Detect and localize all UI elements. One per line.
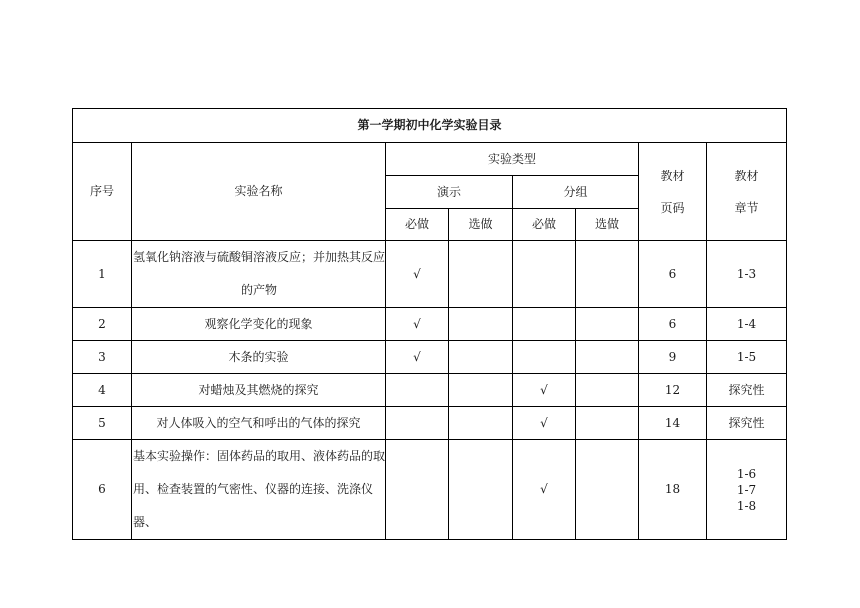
- table-row: [73, 407, 787, 440]
- header-page-line2: 页码: [660, 200, 685, 215]
- row-group-optional: [576, 407, 639, 440]
- header-chapter-line1: 教材: [734, 168, 759, 183]
- table-row: [73, 241, 787, 308]
- row-page: 12: [639, 374, 707, 407]
- experiment-catalog-table: [72, 108, 787, 540]
- row-name-line1: 基本实验操作：固体药品的取用、液体药品的取: [133, 449, 386, 463]
- header-chapter-line2: 章节: [734, 200, 759, 215]
- row-chapter: 1-5: [707, 341, 787, 374]
- row-demo-required: [386, 407, 449, 440]
- header-row-1: [73, 143, 787, 176]
- row-name: [132, 241, 386, 308]
- header-page-line1: 教材: [660, 168, 685, 183]
- row-group-optional: [576, 374, 639, 407]
- row-group-required: [513, 308, 576, 341]
- row-group-optional: [576, 440, 639, 540]
- row-name: 木条的实验: [132, 341, 386, 374]
- table-row: [73, 341, 787, 374]
- row-group-required: [513, 341, 576, 374]
- row-chapter: 探究性: [707, 407, 787, 440]
- row-group-optional: [576, 308, 639, 341]
- header-chapter: [707, 143, 787, 241]
- header-seq: 序号: [73, 143, 132, 241]
- row-group-required: √: [513, 440, 576, 540]
- header-demo-optional: 选做: [449, 209, 513, 241]
- row-group-required: √: [513, 374, 576, 407]
- row-chapter: 1-3: [707, 241, 787, 308]
- row-demo-required: √: [386, 241, 449, 308]
- row-chapter: 探究性: [707, 374, 787, 407]
- row-chapter-line3: 1-8: [736, 498, 757, 513]
- row-name: [132, 440, 386, 540]
- row-page: 6: [639, 308, 707, 341]
- row-seq: 3: [73, 341, 132, 374]
- header-group: 分组: [513, 176, 639, 209]
- row-name-line2: 用、检查装置的气密性、仪器的连接、洗涤仪器、: [133, 482, 374, 529]
- header-page: [639, 143, 707, 241]
- row-name: 对人体吸入的空气和呼出的气体的探究: [132, 407, 386, 440]
- row-seq: 1: [73, 241, 132, 308]
- row-seq: 4: [73, 374, 132, 407]
- row-name-line1: 氢氧化钠溶液与硫酸铜溶液反应；并加热其反应: [133, 250, 386, 264]
- row-demo-optional: [449, 341, 513, 374]
- row-page: 6: [639, 241, 707, 308]
- row-chapter: [707, 440, 787, 540]
- row-name: 对蜡烛及其燃烧的探究: [132, 374, 386, 407]
- row-page: 9: [639, 341, 707, 374]
- row-demo-required: √: [386, 308, 449, 341]
- row-page: 14: [639, 407, 707, 440]
- table-title: 第一学期初中化学实验目录: [73, 109, 787, 143]
- row-chapter: 1-4: [707, 308, 787, 341]
- header-group-required: 必做: [513, 209, 576, 241]
- row-chapter-line2: 1-7: [736, 482, 757, 497]
- row-demo-optional: [449, 440, 513, 540]
- row-seq: 6: [73, 440, 132, 540]
- table-row: [73, 308, 787, 341]
- row-demo-required: [386, 440, 449, 540]
- title-row: [73, 109, 787, 143]
- table-row: [73, 440, 787, 540]
- header-group-optional: 选做: [576, 209, 639, 241]
- row-seq: 5: [73, 407, 132, 440]
- row-page: 18: [639, 440, 707, 540]
- header-demo-required: 必做: [386, 209, 449, 241]
- row-demo-required: [386, 374, 449, 407]
- row-group-required: [513, 241, 576, 308]
- row-demo-optional: [449, 241, 513, 308]
- row-group-optional: [576, 241, 639, 308]
- header-name: 实验名称: [132, 143, 386, 241]
- row-seq: 2: [73, 308, 132, 341]
- header-demo: 演示: [386, 176, 513, 209]
- row-demo-optional: [449, 374, 513, 407]
- header-type: 实验类型: [386, 143, 639, 176]
- row-name: 观察化学变化的现象: [132, 308, 386, 341]
- row-chapter-line1: 1-6: [736, 466, 757, 481]
- row-demo-optional: [449, 308, 513, 341]
- row-demo-optional: [449, 407, 513, 440]
- table-row: [73, 374, 787, 407]
- row-group-optional: [576, 341, 639, 374]
- row-group-required: √: [513, 407, 576, 440]
- row-name-line2: 的产物: [240, 283, 277, 297]
- row-demo-required: √: [386, 341, 449, 374]
